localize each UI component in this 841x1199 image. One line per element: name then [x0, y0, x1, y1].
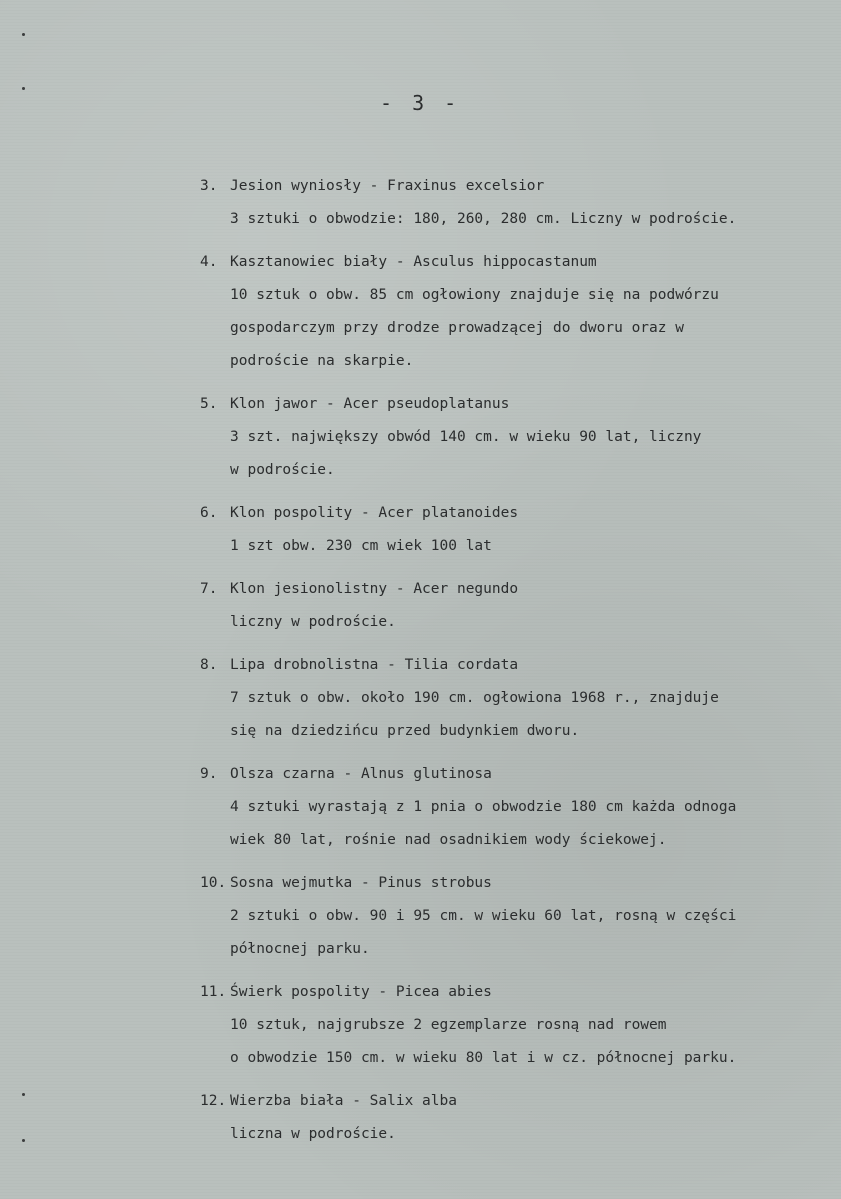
species-entry	[200, 867, 830, 966]
species-entry	[200, 649, 830, 748]
entry-number: 8.	[200, 657, 218, 673]
species-entry	[200, 976, 830, 1075]
species-heading	[200, 649, 830, 682]
species-entry	[200, 170, 830, 236]
entry-number: 7.	[200, 581, 218, 597]
species-entry	[200, 573, 830, 639]
species-heading	[200, 976, 830, 1009]
species-heading	[200, 867, 830, 900]
species-description-line: o obwodzie 150 cm. w wieku 80 lat i w cz. północnej parku.	[230, 1050, 737, 1066]
species-name: Klon jesionolistny - Acer negundo	[230, 581, 519, 597]
species-heading	[200, 170, 830, 203]
species-entry	[200, 497, 830, 563]
species-description-line: 3 sztuki o obwodzie: 180, 260, 280 cm. Liczny w podroście.	[230, 211, 737, 227]
margin-dot	[22, 1093, 25, 1096]
species-name: Lipa drobnolistna - Tilia cordata	[230, 657, 519, 673]
entry-number: 10.	[200, 875, 227, 891]
species-description-line: podroście na skarpie.	[230, 353, 414, 369]
species-name: Kasztanowiec biały - Asculus hippocastanum	[230, 254, 597, 270]
species-name: Olsza czarna - Alnus glutinosa	[230, 766, 492, 782]
species-description-line: 10 sztuk o obw. 85 cm ogłowiony znajduje się na podwórzu	[230, 287, 719, 303]
species-description-line: 7 sztuk o obw. około 190 cm. ogłowiona 1968 r., znajduje	[230, 690, 719, 706]
species-description-line: liczna w podroście.	[230, 1126, 396, 1142]
species-name: Klon jawor - Acer pseudoplatanus	[230, 396, 510, 412]
species-heading	[200, 758, 830, 791]
margin-dot	[22, 33, 25, 36]
species-entry	[200, 246, 830, 378]
species-description-line: 3 szt. największy obwód 140 cm. w wieku 90 lat, liczny	[230, 429, 702, 445]
species-description-line: 4 sztuki wyrastają z 1 pnia o obwodzie 180 cm każda odnoga	[230, 799, 737, 815]
species-description-line: liczny w podroście.	[230, 614, 396, 630]
margin-dot	[22, 87, 25, 90]
species-heading	[200, 1085, 830, 1118]
species-heading	[200, 573, 830, 606]
page-number: - 3 -	[380, 91, 461, 115]
entry-number: 11.	[200, 984, 227, 1000]
species-name: Klon pospolity - Acer platanoides	[230, 505, 519, 521]
species-heading	[200, 497, 830, 530]
species-entry	[200, 388, 830, 487]
species-description-line: 1 szt obw. 230 cm wiek 100 lat	[230, 538, 492, 554]
species-description-line: 2 sztuki o obw. 90 i 95 cm. w wieku 60 lat, rosną w części	[230, 908, 737, 924]
species-name: Jesion wyniosły - Fraxinus excelsior	[230, 178, 545, 194]
species-entry	[200, 758, 830, 857]
species-description-line: w podroście.	[230, 462, 335, 478]
species-name: Sosna wejmutka - Pinus strobus	[230, 875, 492, 891]
entry-number: 5.	[200, 396, 218, 412]
species-description-line: północnej parku.	[230, 941, 370, 957]
species-name: Wierzba biała - Salix alba	[230, 1093, 457, 1109]
species-heading	[200, 388, 830, 421]
entry-number: 4.	[200, 254, 218, 270]
species-heading	[200, 246, 830, 279]
species-description-line: się na dziedzińcu przed budynkiem dworu.	[230, 723, 580, 739]
entry-number: 12.	[200, 1093, 227, 1109]
entry-number: 9.	[200, 766, 218, 782]
entry-number: 6.	[200, 505, 218, 521]
tree-species-list	[200, 170, 830, 1161]
species-name: Świerk pospolity - Picea abies	[230, 984, 492, 1000]
species-entry	[200, 1085, 830, 1151]
entry-number: 3.	[200, 178, 218, 194]
species-description-line: gospodarczym przy drodze prowadzącej do dworu oraz w	[230, 320, 684, 336]
margin-dot	[22, 1139, 25, 1142]
species-description-line: wiek 80 lat, rośnie nad osadnikiem wody ściekowej.	[230, 832, 667, 848]
species-description-line: 10 sztuk, najgrubsze 2 egzemplarze rosną nad rowem	[230, 1017, 667, 1033]
